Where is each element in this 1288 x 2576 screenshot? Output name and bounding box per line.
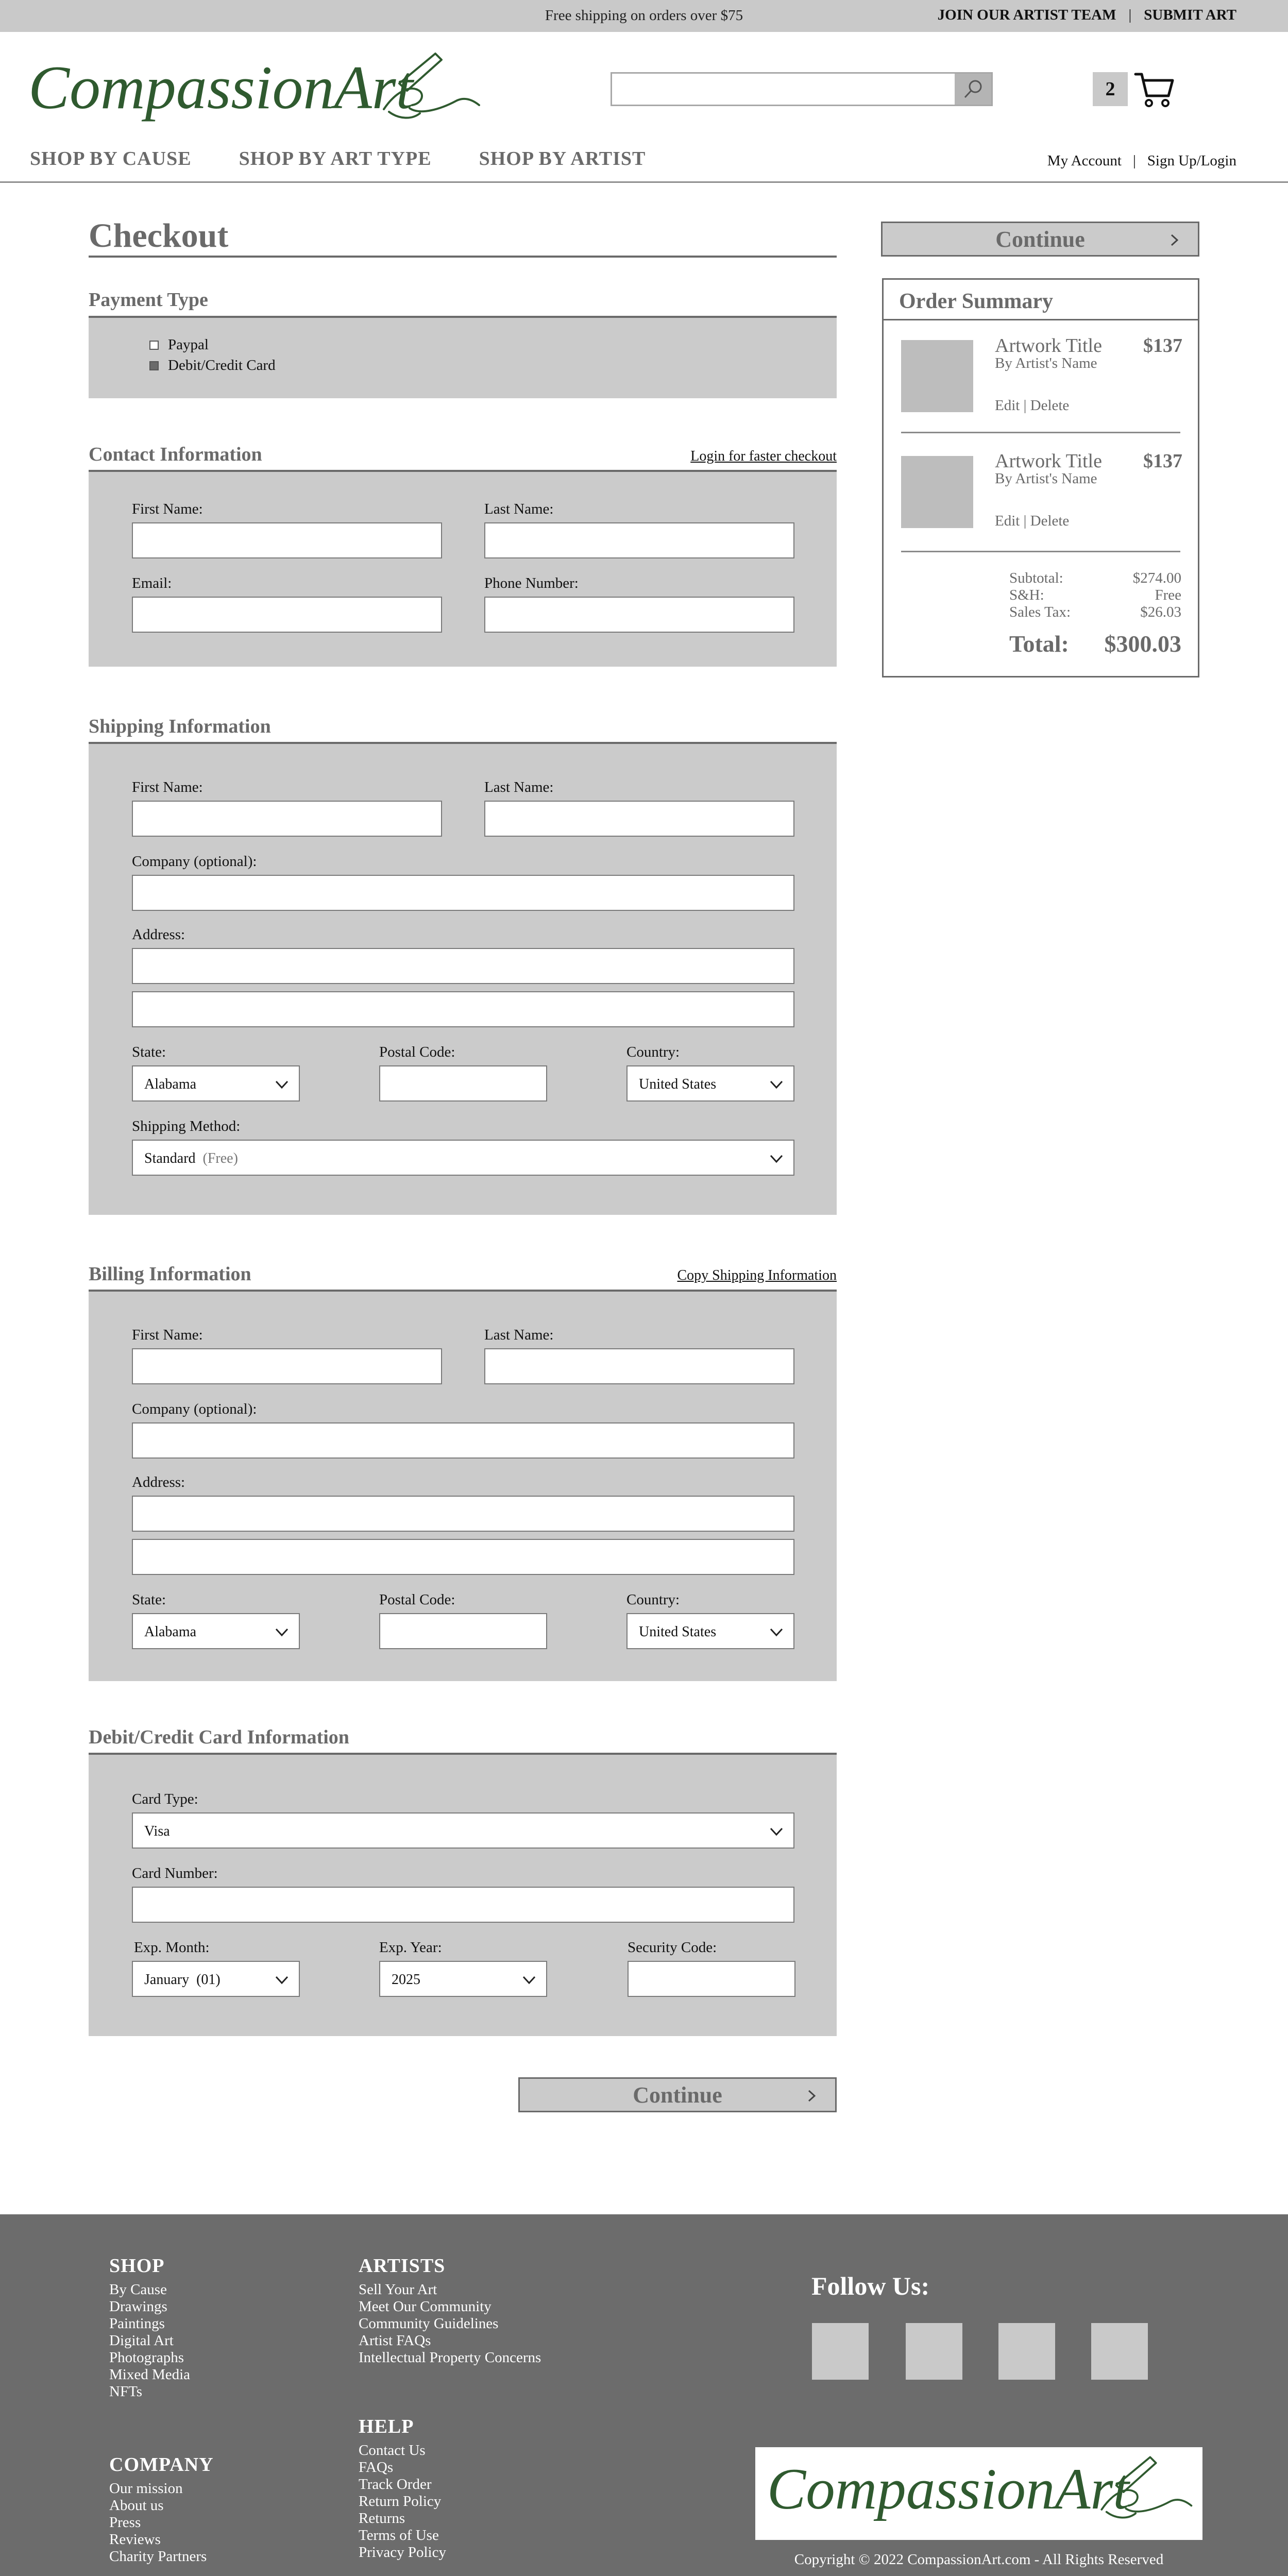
social-media-icon[interactable] [906, 2323, 962, 2380]
paypal-checkbox[interactable] [149, 341, 159, 350]
cart-count-badge: 2 [1093, 72, 1128, 106]
continue-label: Continue [995, 226, 1085, 252]
sh-value: Free [1155, 587, 1181, 603]
continue-button-bottom[interactable] [518, 2077, 837, 2112]
billing-state-label: State: [132, 1591, 166, 1608]
search-icon [962, 78, 985, 100]
shipping-postal-input[interactable] [380, 1066, 546, 1100]
footer-link[interactable]: FAQs [359, 2459, 394, 2476]
card-info-panel [89, 1755, 837, 2036]
footer-link[interactable]: By Cause [109, 2281, 167, 2298]
card-type-select[interactable] [132, 1812, 794, 1849]
page-title: Checkout [89, 217, 229, 255]
contact-email-input[interactable] [133, 598, 441, 632]
total-value: $300.03 [1104, 631, 1181, 657]
shipping-state-select[interactable] [132, 1065, 300, 1101]
footer-link[interactable]: About us [109, 2497, 164, 2514]
shipping-address-line1-field[interactable] [132, 948, 794, 984]
footer-logo-text: CompassionArt [767, 2457, 1129, 2522]
billing-address-line1-field[interactable] [132, 1496, 794, 1532]
chevron-down-icon [769, 1077, 784, 1092]
contact-email-label: Email: [132, 575, 172, 591]
contact-first-name-label: First Name: [132, 501, 203, 517]
artwork-title[interactable]: Artwork Title [995, 450, 1102, 472]
billing-first-name-input[interactable] [133, 1349, 441, 1383]
footer-link[interactable]: Drawings [109, 2298, 167, 2315]
billing-postal-label: Postal Code: [379, 1591, 455, 1608]
footer-link[interactable]: Intellectual Property Concerns [359, 2349, 541, 2366]
logo-text: CompassionArt [28, 53, 413, 122]
footer-link[interactable]: Photographs [109, 2349, 184, 2366]
billing-address-line1-input[interactable] [133, 1497, 793, 1531]
contact-heading: Contact Information [89, 444, 262, 465]
shipping-state-value: Alabama [144, 1076, 197, 1092]
subtotal-label: Subtotal: [1009, 570, 1063, 586]
chevron-down-icon [769, 1824, 784, 1839]
footer-logo-container [755, 2447, 1202, 2540]
signup-login-link[interactable]: Sign Up/Login [1147, 152, 1236, 169]
billing-state-value: Alabama [144, 1624, 197, 1640]
footer-link[interactable]: Artist FAQs [359, 2332, 431, 2349]
shipping-postal-label: Postal Code: [379, 1044, 455, 1060]
card-checkbox[interactable] [149, 361, 159, 370]
shipping-last-name-field[interactable] [484, 801, 794, 837]
billing-first-name-label: First Name: [132, 1327, 203, 1343]
shipping-postal-field[interactable] [379, 1065, 547, 1101]
billing-panel [89, 1292, 837, 1681]
footer-logo[interactable] [767, 2451, 1194, 2534]
title-divider [89, 256, 837, 258]
account-separator: | [1132, 152, 1136, 169]
subtotal-value: $274.00 [1132, 570, 1181, 586]
footer-link[interactable]: Community Guidelines [359, 2315, 499, 2332]
exp-year-value: 2025 [392, 1972, 420, 1988]
billing-company-field[interactable] [132, 1422, 794, 1459]
chevron-right-icon [806, 2089, 818, 2103]
chevron-down-icon [274, 1972, 290, 1988]
card-type-value: Visa [144, 1823, 170, 1839]
artwork-price: $137 [1143, 450, 1182, 472]
shipping-method-label: Shipping Method: [132, 1118, 241, 1134]
footer-shop-heading: SHOP [109, 2255, 165, 2277]
search-box [611, 72, 993, 106]
social-media-icon[interactable] [812, 2323, 869, 2380]
card-label: Debit/Credit Card [168, 357, 276, 374]
footer-help-heading: HELP [359, 2416, 414, 2437]
billing-heading: Billing Information [89, 1263, 251, 1285]
shipping-last-name-label: Last Name: [484, 779, 554, 795]
footer-link[interactable]: Digital Art [109, 2332, 174, 2349]
chevron-down-icon [274, 1077, 290, 1092]
chevron-down-icon [521, 1972, 537, 1988]
shipping-method-name: Standard [144, 1150, 196, 1166]
contact-last-name-field[interactable] [484, 522, 794, 558]
promo-links [938, 7, 1236, 24]
shipping-address-line1-input[interactable] [133, 949, 793, 983]
order-summary-title: Order Summary [899, 290, 1054, 313]
billing-country-value: United States [639, 1624, 717, 1640]
footer-link[interactable]: Mixed Media [109, 2366, 191, 2383]
card-number-field[interactable] [132, 1887, 794, 1923]
account-links [1047, 152, 1236, 170]
card-type-label: Card Type: [132, 1791, 198, 1807]
shipping-country-label: Country: [626, 1044, 680, 1060]
promo-text: Free shipping on orders over $75 [545, 7, 743, 24]
footer-link[interactable]: Paintings [109, 2315, 165, 2332]
payment-option-card[interactable] [149, 357, 276, 374]
search-button[interactable] [955, 74, 991, 105]
footer-link[interactable]: Meet Our Community [359, 2298, 492, 2315]
join-artist-team-link[interactable]: JOIN OUR ARTIST TEAM [937, 7, 1116, 23]
artwork-thumbnail[interactable] [901, 456, 973, 528]
billing-company-input[interactable] [133, 1423, 793, 1458]
promo-separator: | [1128, 7, 1132, 23]
paypal-label: Paypal [168, 336, 209, 353]
billing-last-name-label: Last Name: [484, 1327, 554, 1343]
contact-first-name-field[interactable] [132, 522, 442, 558]
billing-country-label: Country: [626, 1591, 680, 1608]
payment-type-heading: Payment Type [89, 289, 208, 311]
shipping-method-select[interactable] [132, 1140, 794, 1176]
footer-link[interactable]: Charity Partners [109, 2548, 207, 2565]
shipping-company-label: Company (optional): [132, 853, 257, 870]
footer-link[interactable]: Reviews [109, 2531, 161, 2548]
billing-postal-input[interactable] [380, 1614, 546, 1648]
footer-help-list [359, 2442, 446, 2561]
item-edit-delete[interactable]: Edit | Delete [995, 513, 1070, 529]
order-summary-divider [884, 319, 1198, 320]
nav-shop-by-cause[interactable]: SHOP BY CAUSE [30, 148, 192, 170]
chevron-down-icon [274, 1624, 290, 1640]
site-logo[interactable] [28, 47, 482, 135]
footer-artists-list [359, 2281, 541, 2366]
nav-shop-by-artist[interactable]: SHOP BY ARTIST [479, 148, 646, 170]
footer-artists-heading: ARTISTS [359, 2255, 446, 2277]
billing-state-select[interactable] [132, 1613, 300, 1649]
exp-month-select[interactable] [132, 1961, 300, 1997]
sales-tax-row [1009, 604, 1181, 621]
footer-link[interactable]: Privacy Policy [359, 2544, 446, 2561]
continue-button-top[interactable] [881, 222, 1199, 257]
security-code-input[interactable] [629, 1962, 794, 1996]
billing-address-line2-field[interactable] [132, 1539, 794, 1575]
billing-address-line2-input[interactable] [133, 1540, 793, 1574]
shipping-method-value [144, 1150, 238, 1167]
social-media-icon[interactable] [998, 2323, 1055, 2380]
sh-label: S&H: [1009, 587, 1044, 603]
social-media-icon[interactable] [1091, 2323, 1148, 2380]
shipping-address-line2-input[interactable] [133, 992, 793, 1026]
order-summary [882, 278, 1199, 677]
sales-tax-label: Sales Tax: [1009, 604, 1071, 620]
shipping-country-value: United States [639, 1076, 717, 1092]
exp-year-select[interactable] [379, 1961, 547, 1997]
footer-company-list [109, 2480, 207, 2565]
footer-link[interactable]: Returns [359, 2510, 405, 2527]
footer-link[interactable]: Track Order [359, 2476, 432, 2493]
billing-postal-field[interactable] [379, 1613, 547, 1649]
contact-phone-label: Phone Number: [484, 575, 579, 591]
item-divider [901, 551, 1180, 552]
nav-shop-by-art-type[interactable]: SHOP BY ART TYPE [239, 148, 432, 170]
copy-shipping-info-link[interactable]: Copy Shipping Information [677, 1267, 837, 1283]
site-footer [0, 2214, 1288, 2576]
contact-last-name-label: Last Name: [484, 501, 554, 517]
footer-link[interactable]: Return Policy [359, 2493, 442, 2510]
artwork-price: $137 [1143, 335, 1182, 357]
billing-address-label: Address: [132, 1474, 185, 1490]
footer-link[interactable]: Sell Your Art [359, 2281, 437, 2298]
footer-company-heading: COMPANY [109, 2454, 214, 2476]
total-label: Total: [1009, 631, 1069, 657]
exp-year-label: Exp. Year: [379, 1939, 442, 1956]
payment-option-paypal[interactable] [149, 336, 209, 353]
shipping-first-name-input[interactable] [133, 802, 441, 836]
shipping-last-name-input[interactable] [485, 802, 793, 836]
item-divider [901, 432, 1180, 433]
chevron-right-icon [1169, 233, 1180, 247]
exp-month-label: Exp. Month: [134, 1939, 210, 1956]
shipping-state-label: State: [132, 1044, 166, 1060]
main-nav [30, 147, 693, 170]
contact-email-field[interactable] [132, 597, 442, 633]
chevron-down-icon [769, 1624, 784, 1640]
footer-link[interactable]: Terms of Use [359, 2527, 439, 2544]
continue-label: Continue [633, 2082, 722, 2108]
footer-link[interactable]: Press [109, 2514, 141, 2531]
shipping-panel [89, 744, 837, 1215]
footer-link[interactable]: NFTs [109, 2383, 143, 2400]
chevron-down-icon [769, 1151, 784, 1166]
contact-panel [89, 472, 837, 667]
artwork-artist: By Artist's Name [995, 470, 1097, 487]
security-code-label: Security Code: [628, 1939, 717, 1956]
search-input[interactable] [612, 74, 955, 105]
shipping-address-label: Address: [132, 926, 185, 943]
item-edit-delete[interactable]: Edit | Delete [995, 397, 1070, 414]
billing-last-name-input[interactable] [485, 1349, 793, 1383]
sales-tax-value: $26.03 [1140, 604, 1181, 620]
promo-bar [0, 0, 1288, 32]
billing-last-name-field[interactable] [484, 1348, 794, 1384]
card-info-heading: Debit/Credit Card Information [89, 1726, 349, 1748]
billing-country-select[interactable] [626, 1613, 794, 1649]
security-code-field[interactable] [628, 1961, 795, 1997]
login-faster-checkout-link[interactable]: Login for faster checkout [690, 448, 837, 464]
shipping-country-select[interactable] [626, 1065, 794, 1101]
artwork-thumbnail[interactable] [901, 340, 973, 412]
payment-type-panel [89, 318, 837, 398]
contact-last-name-input[interactable] [485, 523, 793, 557]
contact-phone-field[interactable] [484, 597, 794, 633]
footer-shop-list [109, 2281, 190, 2400]
follow-us-heading: Follow Us: [811, 2272, 930, 2300]
subtotal-row [1009, 570, 1181, 587]
shipping-company-field[interactable] [132, 875, 794, 911]
artwork-title[interactable]: Artwork Title [995, 335, 1102, 357]
billing-first-name-field[interactable] [132, 1348, 442, 1384]
header-divider [0, 181, 1288, 183]
shipping-company-input[interactable] [133, 876, 793, 910]
contact-first-name-input[interactable] [133, 523, 441, 557]
total-row [1009, 630, 1181, 657]
exp-month-value: January (01) [144, 1972, 221, 1988]
shipping-handling-row [1009, 587, 1181, 604]
footer-link[interactable]: Our mission [109, 2480, 183, 2497]
card-number-label: Card Number: [132, 1865, 218, 1882]
submit-art-link[interactable]: SUBMIT ART [1144, 7, 1236, 23]
shopping-cart-icon[interactable] [1133, 70, 1175, 108]
shipping-first-name-label: First Name: [132, 779, 203, 795]
billing-company-label: Company (optional): [132, 1401, 257, 1417]
shipping-heading: Shipping Information [89, 716, 271, 737]
footer-link[interactable]: Contact Us [359, 2442, 426, 2459]
shipping-first-name-field[interactable] [132, 801, 442, 837]
my-account-link[interactable]: My Account [1047, 152, 1122, 169]
copyright-text: Copyright © 2022 CompassionArt.com - All Rights Reserved [794, 2551, 1164, 2568]
artwork-artist: By Artist's Name [995, 355, 1097, 371]
card-number-input[interactable] [133, 1888, 793, 1922]
shipping-address-line2-field[interactable] [132, 991, 794, 1027]
shipping-method-note: (Free) [202, 1150, 238, 1166]
contact-phone-input[interactable] [485, 598, 793, 632]
